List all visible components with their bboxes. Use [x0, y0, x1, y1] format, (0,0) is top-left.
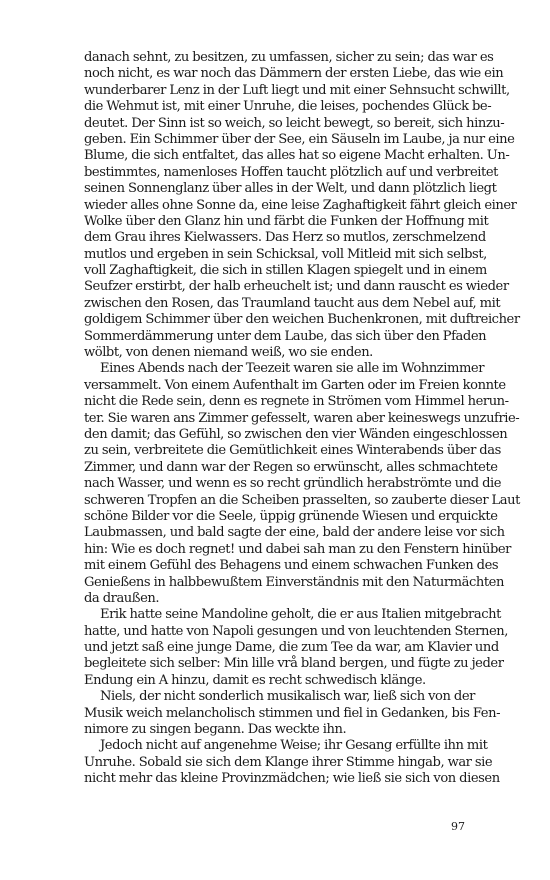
text-line: wieder alles ohne Sonne da, eine leise Zaghaftigkeit fährt gleich einer — [84, 197, 517, 213]
text-line: schöne Bilder vor die Seele, üppig grünende Wiesen und erquickte — [84, 508, 498, 524]
text-line: Wolke über den Glanz hin und färbt die Funken der Hoffnung mit — [84, 213, 489, 229]
text-line: Blume, die sich entfaltet, das alles hat so eigene Macht erhalten. Un- — [84, 148, 510, 164]
text-line: seinen Sonnenglanz über alles in der Welt, und dann plötzlich liegt — [84, 181, 497, 197]
page-text — [84, 50, 520, 788]
paragraph-4 — [84, 689, 501, 738]
text-line: zu sein, verbreitete die Gemütlichkeit eines Winterabends über das — [84, 443, 501, 459]
text-line: geben. Ein Schimmer über der See, ein Säuseln im Laube, ja nur eine — [84, 131, 515, 147]
text-line: wunderbarer Lenz in der Luft liegt und mit einer Sehnsucht schwillt, — [84, 82, 510, 98]
text-line: nicht mehr das kleine Provinzmädchen; wie ließ sie sich von diesen — [84, 771, 500, 787]
text-line: hin: Wie es doch regnet! und dabei sah man zu den Fenstern hinüber — [84, 541, 511, 557]
text-line: danach sehnt, zu besitzen, zu umfassen, sicher zu sein; das war es — [84, 50, 494, 65]
text-line: nicht die Rede sein, denn es regnete in Strömen vom Himmel herun- — [84, 394, 509, 410]
text-line: Endung ein A hinzu, damit es recht schwedisch klänge. — [84, 672, 426, 688]
paragraph-1 — [84, 50, 520, 361]
text-line: Musik weich melancholisch stimmen und fiel in Gedanken, bis Fen- — [84, 705, 501, 721]
text-line: Niels, der nicht sonderlich musikalisch war, ließ sich von der — [100, 689, 475, 705]
text-line: nimore zu singen begann. Das weckte ihn. — [84, 722, 347, 738]
text-line: Eines Abends nach der Teezeit waren sie alle im Wohnzimmer — [100, 361, 485, 377]
text-line: versammelt. Von einem Aufenthalt im Garten oder im Freien konnte — [84, 377, 506, 393]
text-line: Genießens in halbbewußtem Einverständnis mit den Naturmächten — [84, 574, 504, 590]
text-line: Unruhe. Sobald sie sich dem Klange ihrer Stimme hingab, war sie — [84, 754, 493, 770]
text-line: bestimmtes, namenloses Hoffen taucht plötzlich auf und verbreitet — [84, 164, 498, 180]
text-line: zwischen den Rosen, das Traumland taucht aus dem Nebel auf, mit — [84, 295, 501, 311]
paragraph-2 — [84, 361, 520, 607]
text-line: Seufzer erstirbt, der halb erheuchelt ist; und dann rauscht es wieder — [84, 279, 509, 295]
text-line: mit einem Gefühl des Behagens und einem schwachen Funken des — [84, 558, 499, 574]
text-line: voll Zaghaftigkeit, die sich in stillen Klagen spiegelt und in einem — [84, 263, 487, 279]
text-line: da draußen. — [84, 590, 160, 606]
text-line: wölbt, von denen niemand weiß, wo sie enden. — [84, 345, 373, 361]
text-line: hatte, und hatte von Napoli gesungen und von leuchtenden Sternen, — [84, 623, 508, 639]
paragraph-5 — [84, 738, 500, 787]
page-number: 97 — [451, 820, 465, 833]
text-line: deutet. Der Sinn ist so weich, so leicht bewegt, so bereit, sich hinzu- — [84, 115, 505, 131]
text-line: schweren Tropfen an die Scheiben prasselten, so zauberte dieser Laut — [84, 492, 520, 508]
text-line: und jetzt saß eine junge Dame, die zum Tee da war, am Klavier und — [84, 640, 499, 656]
text-line: noch nicht, es war noch das Dämmern der ersten Liebe, das wie ein — [84, 66, 504, 82]
text-line: nach Wasser, und wenn es so recht gründlich herabströmte und die — [84, 476, 502, 492]
text-line: Jedoch nicht auf angenehme Weise; ihr Gesang erfüllte ihn mit — [100, 738, 488, 754]
text-line: ter. Sie waren ans Zimmer gefesselt, waren aber keineswegs unzufrie- — [84, 410, 520, 426]
text-line: Erik hatte seine Mandoline geholt, die er aus Italien mitgebracht — [100, 607, 501, 623]
text-line: goldigem Schimmer über den weichen Buchenkronen, mit duftreicher — [84, 312, 520, 328]
text-line: dem Grau ihres Kielwassers. Das Herz so mutlos, zerschmelzend — [84, 230, 486, 246]
text-line: Sommerdämmerung unter dem Laube, das sich über den Pfaden — [84, 328, 487, 344]
text-line: mutlos und ergeben in sein Schicksal, voll Mitleid mit sich selbst, — [84, 246, 487, 262]
text-line: Zimmer, und dann war der Regen so erwünscht, alles schmachtete — [84, 459, 498, 475]
text-line: die Wehmut ist, mit einer Unruhe, die leises, pochendes Glück be- — [84, 99, 492, 115]
text-line: Laubmassen, und bald sagte der eine, bald der andere leise vor sich — [84, 525, 505, 541]
paragraph-3 — [84, 607, 508, 689]
text-line: den damit; das Gefühl, so zwischen den vier Wänden eingeschlossen — [84, 426, 508, 442]
text-line: begleitete sich selber: Min lille vrå bland bergen, und fügte zu jeder — [84, 656, 504, 672]
